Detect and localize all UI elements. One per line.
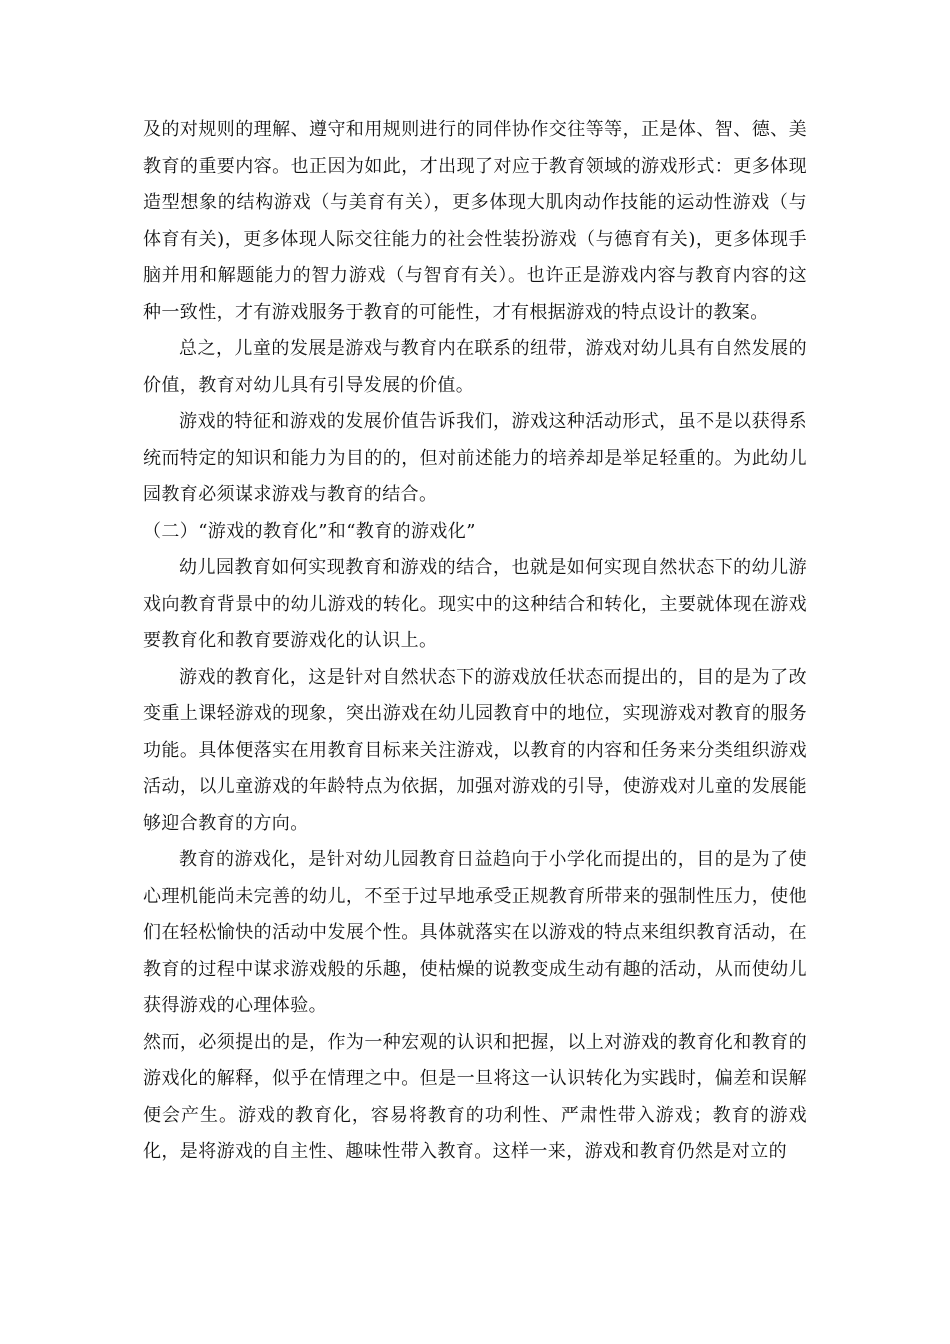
paragraph-summary: 总之，儿童的发展是游戏与教育内在联系的纽带，游戏对幼儿具有自然发展的价值，教育对幼儿具有引导发展的价值。: [143, 338, 807, 396]
paragraph-however: 然而，必须提出的是，作为一种宏观的认识和把握，以上对游戏的教育化和教育的游戏化的解释，似乎在情理之中。但是一旦将这一认识转化为实践时，偏差和误解便会产生。游戏的教育化，容易将教育的功利性、严肃性带入游戏；教育的游戏化，是将游戏的自主性、趣味性带入教育。这样一来，游戏和教育仍然是对立的: [143, 1031, 807, 1162]
paragraph-game-educationalization: 游戏的教育化，这是针对自然状态下的游戏放任状态而提出的，目的是为了改变重上课轻游戏的现象，突出游戏在幼儿园教育中的地位，实现游戏对教育的服务功能。具体便落实在用教育目标来关注游戏，以教育的内容和任务来分类组织游戏活动，以儿童游戏的年龄特点为依据，加强对游戏的引导，使游戏对儿童的发展能够迎合教育的方向。: [143, 666, 807, 834]
document-body: [143, 112, 807, 1171]
paragraph-game-value: 游戏的特征和游戏的发展价值告诉我们，游戏这种活动形式，虽不是以获得系统而特定的知识和能力为目的的，但对前述能力的培养却是举足轻重的。为此幼儿园教育必须谋求游戏与教育的结合。: [143, 411, 807, 505]
paragraph-education-gamification: 教育的游戏化，是针对幼儿园教育日益趋向于小学化而提出的，目的是为了使心理机能尚未完善的幼儿，不至于过早地承受正规教育所带来的强制性压力，使他们在轻松愉快的活动中发展个性。具体就落实在以游戏的特点来组织教育活动，在教育的过程中谋求游戏般的乐趣，使枯燥的说教变成生动有趣的活动，从而使幼儿获得游戏的心理体验。: [143, 849, 807, 1016]
paragraph-combination: 幼儿园教育如何实现教育和游戏的结合，也就是如何实现自然状态下的幼儿游戏向教育背景中的幼儿游戏的转化。现实中的这种结合和转化，主要就体现在游戏要教育化和教育要游戏化的认识上。: [143, 557, 807, 651]
section-heading: （二）“游戏的教育化”和“教育的游戏化”: [143, 520, 476, 542]
paragraph-continuation: 及的对规则的理解、遵守和用规则进行的同伴协作交往等等，正是体、智、德、美教育的重要内容。也正因为如此，才出现了对应于教育领域的游戏形式：更多体现造型想象的结构游戏（与美育有关），更多体现大肌肉动作技能的运动性游戏（与体育有关)，更多体现人际交往能力的社会性装扮游戏（与德育有关)，更多体现手脑并用和解题能力的智力游戏（与智育有关）。也许正是游戏内容与教育内容的这种一致性，才有游戏服务于教育的可能性，才有根据游戏的特点设计的教案。: [143, 119, 807, 323]
